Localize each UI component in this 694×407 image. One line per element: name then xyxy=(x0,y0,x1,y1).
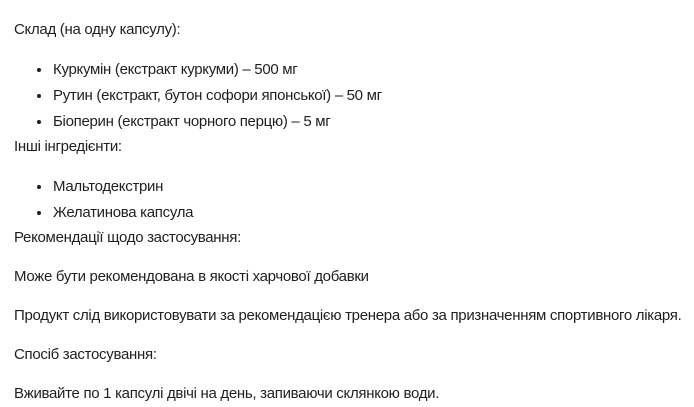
composition-heading: Склад (на одну капсулу): xyxy=(14,21,181,38)
composition-list xyxy=(14,57,686,135)
other-ingredients-list xyxy=(14,174,686,226)
recommendation-text: Може бути рекомендована в якості харчової добавки xyxy=(14,268,369,285)
list-item: • Куркумін (екстракт куркуми) – 500 мг xyxy=(52,57,686,83)
recommendations-heading: Рекомендації щодо застосування: xyxy=(14,229,241,246)
usage-heading: Спосіб застосування: xyxy=(14,346,157,363)
recommendation-text: Продукт слід використовувати за рекомендацією тренера або за призначенням спортивного лікаря. xyxy=(14,307,682,324)
list-item: • Рутин (екстракт, бутон софори японської) – 50 мг xyxy=(52,83,686,109)
other-ingredients-heading: Інші інгредієнти: xyxy=(14,138,122,155)
list-item: • Желатинова капсула xyxy=(52,200,686,226)
list-item: • Мальтодекстрин xyxy=(52,174,686,200)
list-item: • Біоперин (екстракт чорного перцю) – 5 мг xyxy=(52,109,686,135)
usage-text: Вживайте по 1 капсулі двічі на день, запиваючи склянкою води. xyxy=(14,385,440,402)
